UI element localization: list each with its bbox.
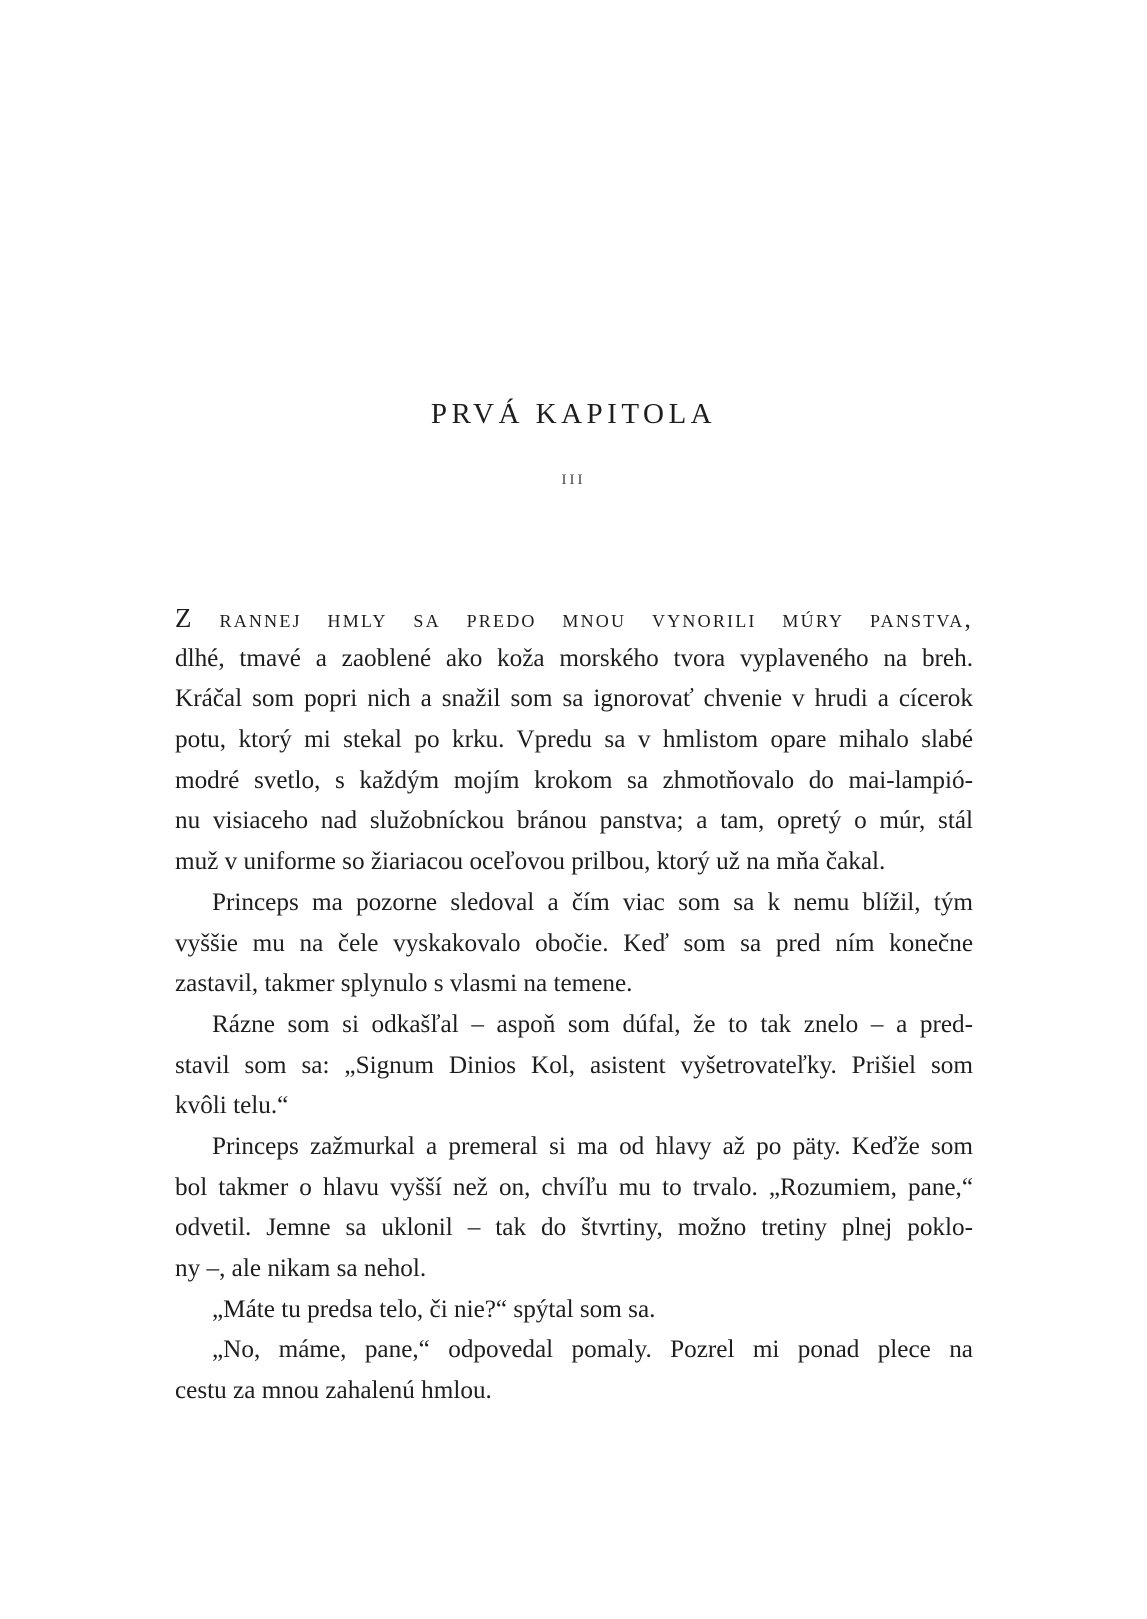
opening-smallcaps-text: rannej hmly sa predo mnou vynorili múry panstva, xyxy=(193,606,973,633)
text-line: potu, ktorý mi stekal po krku. Vpredu sa v hmlistom opare mihalo slabé xyxy=(175,726,973,754)
text-line: zastavil, takmer splynulo s vlasmi na temene. xyxy=(175,970,633,998)
chapter-title: PRVÁ KAPITOLA xyxy=(430,398,717,430)
text-line: cestu za mnou zahalenú hmlou. xyxy=(175,1377,492,1405)
text-line: dlhé, tmavé a zaoblené ako koža morského tvora vyplaveného na breh. xyxy=(175,644,973,672)
text-line: bol takmer o hlavu vyšší než on, chvíľu mu to trvalo. „Rozumiem, pane,“ xyxy=(175,1173,973,1201)
text-line: Kráčal som popri nich a snažil som sa ignorovať chvenie v hrudi a cícerok xyxy=(175,685,973,713)
opening-initial: Z xyxy=(175,603,194,633)
text-line: muž v uniforme so žiariacou oceľovou prilbou, ktorý už na mňa čakal. xyxy=(175,848,886,876)
body-text xyxy=(175,598,973,1412)
text-line: stavil som sa: „Signum Dinios Kol, asistent vyšetrovateľky. Prišiel som xyxy=(175,1051,973,1079)
text-line: Rázne som si odkašľal – aspoň som dúfal, že to tak znelo – a pred- xyxy=(212,1010,973,1038)
text-line: Princeps zažmurkal a premeral si ma od hlavy až po päty. Keďže som xyxy=(212,1132,973,1160)
text-line: odvetil. Jemne sa uklonil – tak do štvrtiny, možno tretiny plnej poklo- xyxy=(175,1214,973,1242)
text-line: kvôli telu.“ xyxy=(175,1092,289,1120)
text-line: ny –, ale nikam sa nehol. xyxy=(175,1255,427,1282)
text-line: „No, máme, pane,“ odpovedal pomaly. Pozrel mi ponad plece na xyxy=(212,1336,973,1364)
text-line: vyššie mu na čele vyskakovalo obočie. Keď som sa pred ním konečne xyxy=(175,929,973,957)
text-line: „Máte tu predsa telo, či nie?“ spýtal som sa. xyxy=(212,1295,656,1323)
opening-line xyxy=(175,598,973,639)
text-line: modré svetlo, s každým mojím krokom sa zhmotňovalo do mai-lampió- xyxy=(175,766,973,794)
chapter-ornament: III xyxy=(561,472,586,488)
text-line: nu visiaceho nad služobníckou bránou panstva; a tam, opretý o múr, stál xyxy=(175,807,973,835)
text-line: Princeps ma pozorne sledoval a čím viac som sa k nemu blížil, tým xyxy=(212,888,973,916)
